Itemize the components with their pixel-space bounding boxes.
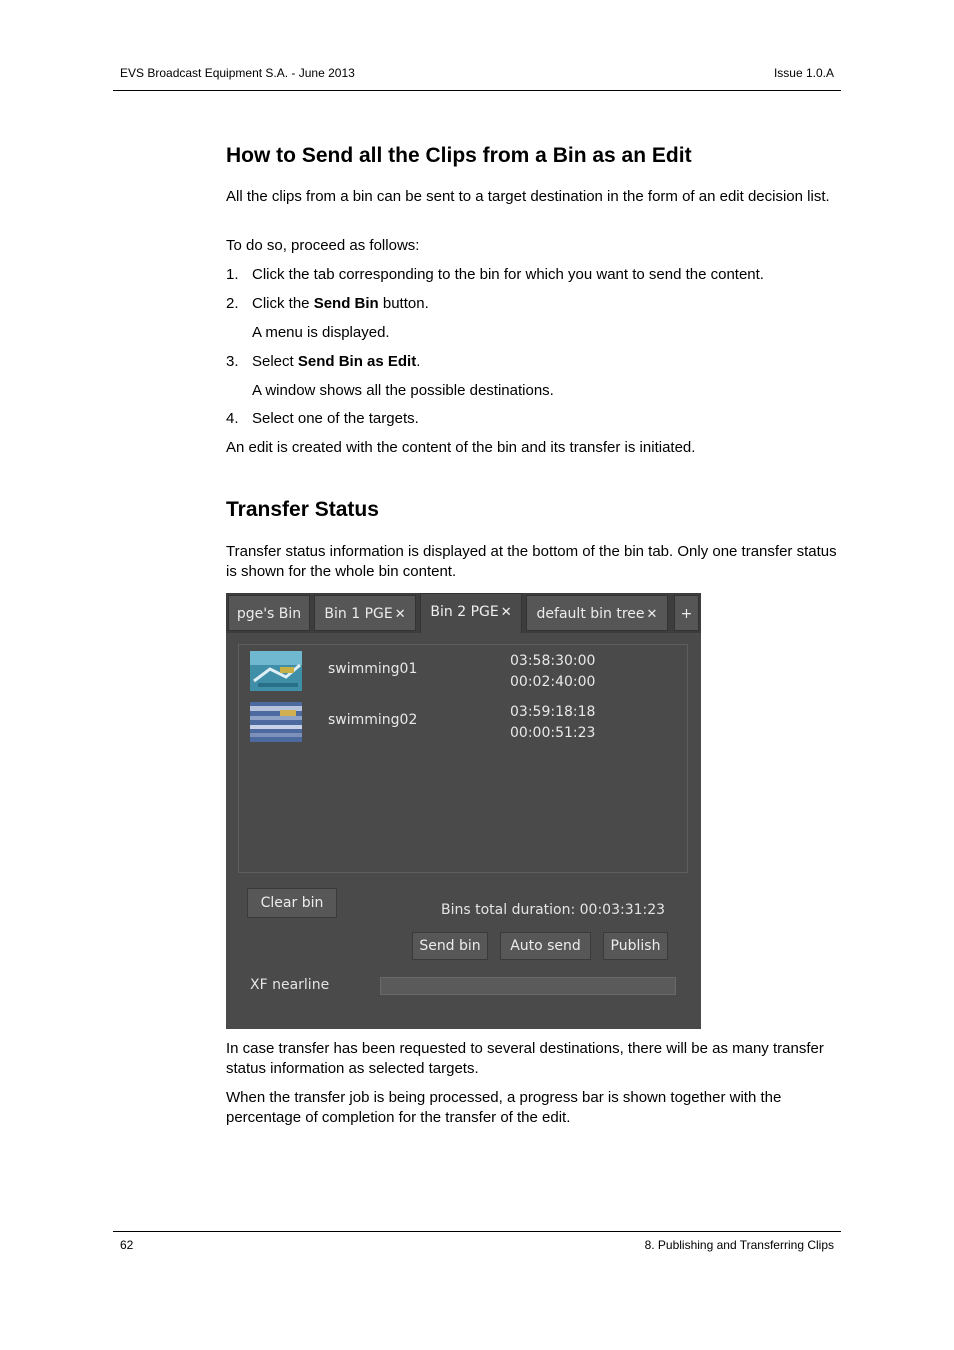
step-text: Click the <box>252 295 314 312</box>
header-rule <box>113 90 841 91</box>
header-right: Issue 1.0.A <box>773 66 834 80</box>
clip-tc-in: 03:59:18:18 <box>510 704 596 720</box>
step-text: Select one of the targets. <box>252 410 419 427</box>
clip-thumbnail <box>250 702 302 742</box>
publish-button[interactable]: Publish <box>603 932 668 960</box>
clip-timecodes <box>510 651 595 693</box>
step-2-result: A menu is displayed. <box>252 324 390 341</box>
tab-label: pge's Bin <box>236 606 302 622</box>
footer-rule <box>113 1231 841 1232</box>
footer-page-number: 62 <box>120 1238 134 1252</box>
section1-intro: All the clips from a bin can be sent to a target destination in the form of an edit decision list. <box>226 188 830 205</box>
footer-chapter: 8. Publishing and Transferring Clips <box>644 1238 834 1252</box>
transfer-progress-bar <box>380 977 676 995</box>
clip-name: swimming02 <box>328 712 418 728</box>
tab-label: default bin tree <box>536 606 645 622</box>
clear-bin-button[interactable]: Clear bin <box>247 888 337 918</box>
section1-proceed: To do so, proceed as follows: <box>226 237 420 254</box>
section-title-transfer-status: Transfer Status <box>226 498 379 521</box>
bin-tab-bar <box>226 593 701 633</box>
section1-outcome: An edit is created with the content of the bin and its transfer is initiated. <box>226 439 696 456</box>
clip-duration: 00:00:51:23 <box>510 725 596 741</box>
clip-duration: 00:02:40:00 <box>510 674 596 690</box>
section2-para2: When the transfer job is being processed, a progress bar is shown together with the percentage of completion for the transfer of the edit. <box>226 1089 782 1126</box>
tab-label: Bin 1 PGE <box>324 606 393 622</box>
auto-send-button[interactable]: Auto send <box>500 932 591 960</box>
header-left: EVS Broadcast Equipment S.A. - June 2013 <box>120 66 355 80</box>
section2-para1: In case transfer has been requested to several destinations, there will be as many transfer status information as selected targets. <box>226 1040 824 1077</box>
plus-icon: + <box>680 606 693 622</box>
clip-name: swimming01 <box>328 661 418 677</box>
section-title-send-bin-as-edit: How to Send all the Clips from a Bin as an Edit <box>226 144 692 167</box>
step-text: Click the tab corresponding to the bin for which you want to send the content. <box>252 266 764 283</box>
send-bin-button[interactable]: Send bin <box>412 932 488 960</box>
close-icon[interactable]: ✕ <box>500 605 512 620</box>
tab-bin-1-pge[interactable] <box>314 595 416 631</box>
step-text-post: button. <box>378 295 429 312</box>
clip-tc-in: 03:58:30:00 <box>510 653 596 669</box>
clip-thumbnail <box>250 651 302 691</box>
step-1 <box>226 265 764 285</box>
tab-default-bin-tree[interactable] <box>526 595 668 631</box>
clip-list <box>238 644 688 873</box>
step-4 <box>226 409 419 429</box>
step-bold: Send Bin as Edit <box>297 353 417 370</box>
add-tab-button[interactable] <box>674 595 699 631</box>
step-3 <box>226 352 420 372</box>
tab-bin-2-pge[interactable] <box>420 593 522 633</box>
step-2 <box>226 294 429 314</box>
bin-panel-screenshot <box>226 593 701 1029</box>
tab-label: Bin 2 PGE <box>430 604 499 620</box>
step-3-result: A window shows all the possible destinations. <box>252 382 554 399</box>
transfer-destination: XF nearline <box>250 977 330 993</box>
section2-intro: Transfer status information is displayed at the bottom of the bin tab. Only one transfer status is shown for the whole bin content. <box>226 543 837 580</box>
step-text: Select <box>252 353 298 370</box>
step-number: 1. <box>226 266 239 283</box>
tab-pges-bin[interactable] <box>228 595 310 631</box>
close-icon[interactable]: ✕ <box>394 607 406 622</box>
close-icon[interactable]: ✕ <box>646 607 658 622</box>
bins-total-duration: Bins total duration: 00:03:31:23 <box>441 902 666 918</box>
step-text-post: . <box>416 353 421 370</box>
step-number: 2. <box>226 295 239 312</box>
clip-timecodes <box>510 702 595 744</box>
step-number: 3. <box>226 353 239 370</box>
step-bold: Send Bin <box>313 295 379 312</box>
step-number: 4. <box>226 410 239 427</box>
